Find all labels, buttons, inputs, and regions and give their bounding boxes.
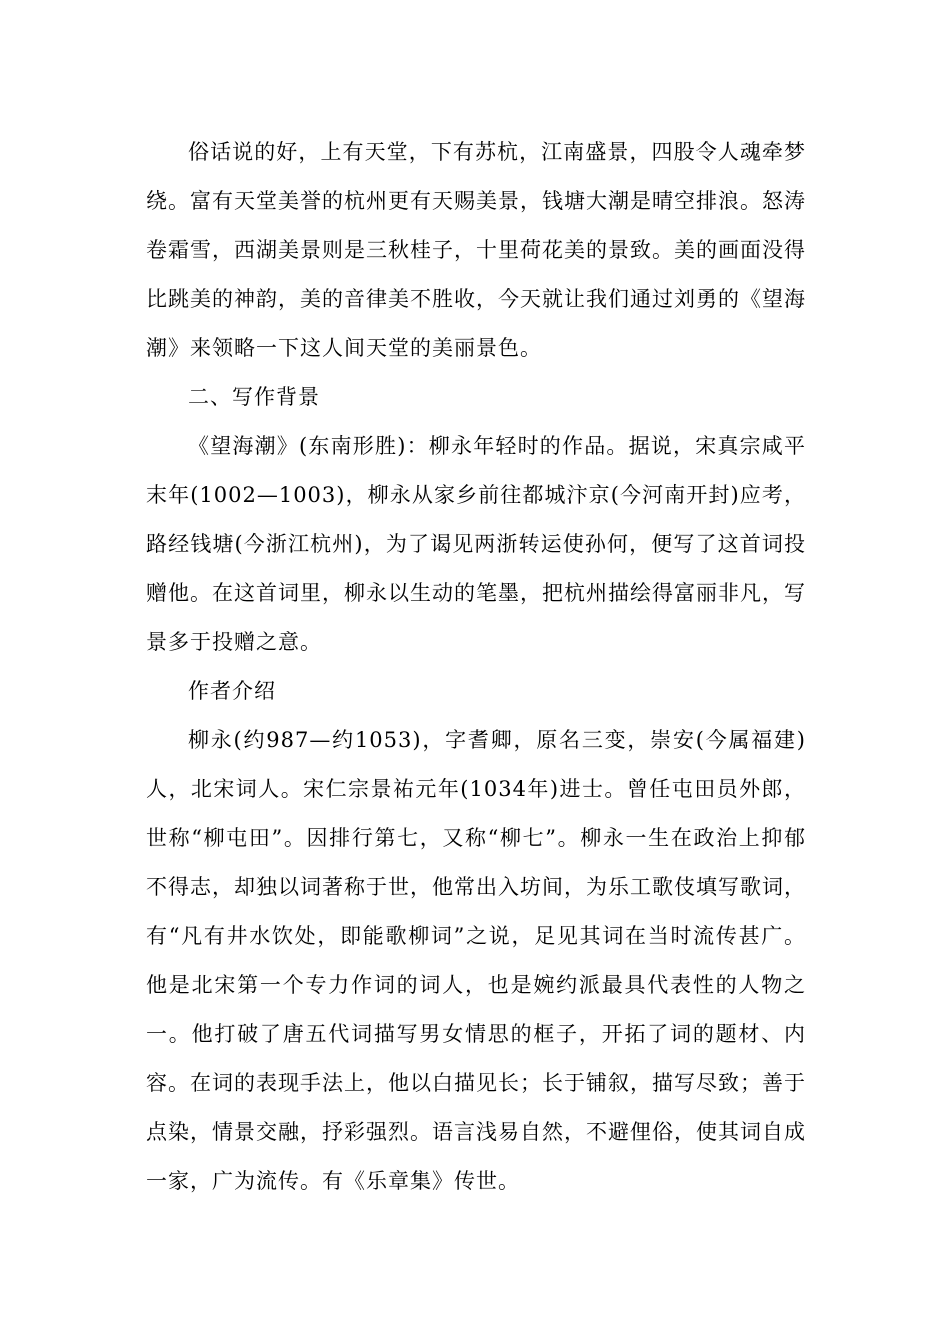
background-paragraph: 《望海潮》(东南形胜)：柳永年轻时的作品。据说，宋真宗咸平末年(1002—1003)，柳永从家乡前往都城汴京(今河南开封)应考，路经钱塘(今浙江杭州)，为了谒见两浙转运使孙何，便写了这首词投赠他。在这首词里，柳永以生动的笔墨，把杭州描绘得富丽非凡，写景多于投赠之意。 [146, 434, 806, 654]
section-heading-author: 作者介绍 [188, 679, 276, 703]
intro-paragraph: 俗话说的好，上有天堂，下有苏杭，江南盛景，四股令人魂牵梦绕。富有天堂美誉的杭州更有天赐美景，钱塘大潮是晴空排浪。怒涛卷霜雪，西湖美景则是三秋桂子，十里荷花美的景致。美的画面没得比跳美的神韵，美的音律美不胜收，今天就让我们通过刘勇的《望海潮》来领略一下这人间天堂的美丽景色。 [146, 140, 806, 360]
document-page [146, 128, 806, 1206]
author-paragraph: 柳永(约987—约1053)，字耆卿，原名三变，崇安(今属福建)人，北宋词人。宋仁宗景祐元年(1034年)进士。曾任屯田员外郎，世称“柳屯田”。因排行第七，又称“柳七”。柳永一生在政治上抑郁不得志，却独以词著称于世，他常出入坊间，为乐工歌伎填写歌词，有“凡有井水饮处，即能歌柳词”之说，足见其词在当时流传甚广。他是北宋第一个专力作词的词人，也是婉约派最具代表性的人物之一。他打破了唐五代词描写男女情思的框子，开拓了词的题材、内容。在词的表现手法上，他以白描见长；长于铺叙，描写尽致；善于点染，情景交融，抒彩强烈。语言浅易自然，不避俚俗，使其词自成一家，广为流传。有《乐章集》传世。 [146, 728, 806, 1193]
section-heading-background: 二、写作背景 [188, 385, 320, 409]
